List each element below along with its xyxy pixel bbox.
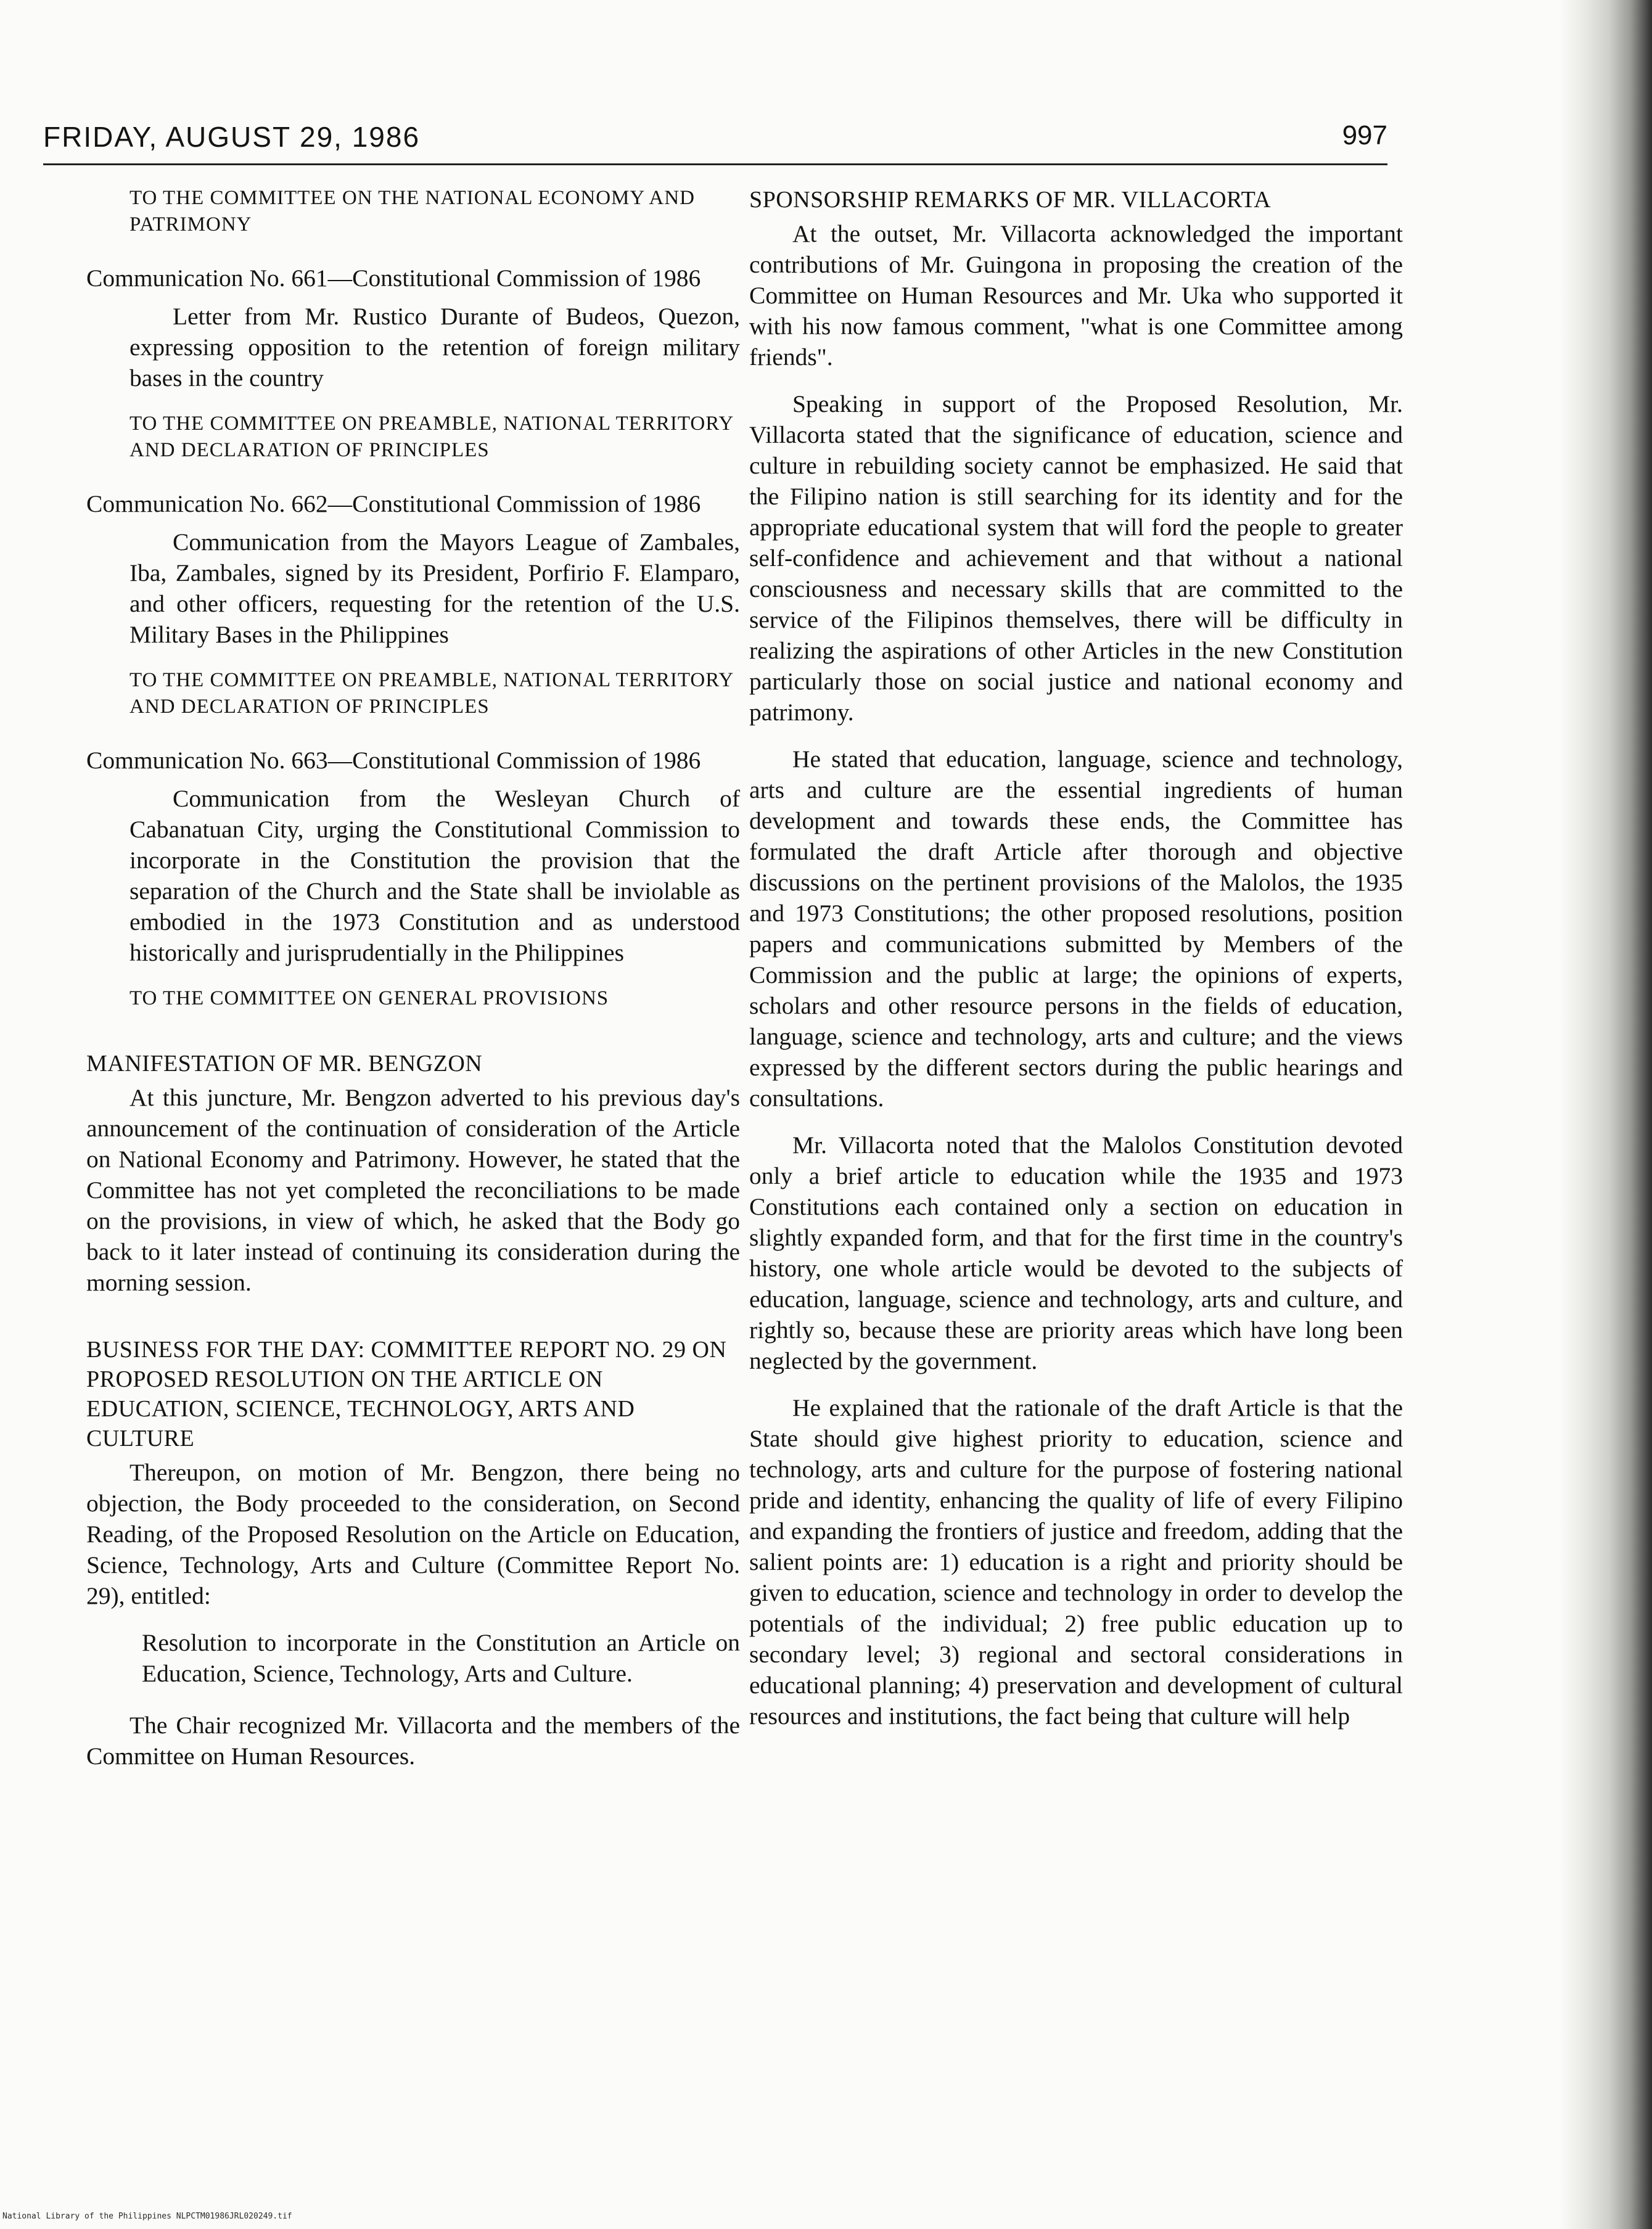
page-number: 997: [1342, 120, 1387, 150]
sponsorship-paragraph: Speaking in support of the Proposed Resolution, Mr. Villacorta stated that the significance of education, science and culture in rebuilding society cannot be emphasized. He said that the Filipino nation is still searching for its identity and for the appropriate educational system that will ford the people to greater self-confidence and achievement and that without a national consciousness and necessary skills that are committed to the service of the Filipinos themselves, there will be difficulty in realizing the aspirations of other Articles in the new Constitution particularly those on social justice and national economy and patrimony.: [749, 390, 1403, 726]
communication-662-body: Communication from the Mayors League of Zambales, Iba, Zambales, signed by its President, Porfirio F. Elamparo, and other officers, requesting for the retention of the U.S. Military Bases in the Philippines: [129, 528, 740, 648]
bengzon-manifestation-paragraph: At this juncture, Mr. Bengzon adverted to his previous day's announcement of the continuation of consideration of the Article on National Economy and Patrimony. However, he stated that the Committee has not yet completed the reconciliations to be made on the provisions, in view of which, he asked that the Body go back to it later instead of continuing its consideration during the morning session.: [86, 1084, 740, 1296]
business-for-the-day-heading: BUSINESS FOR THE DAY: COMMITTEE REPORT NO. 29 ON PROPOSED RESOLUTION ON THE ARTICLE ON EDUCATION, SCIENCE, TECHNOLOGY, ARTS AND CULTURE: [86, 1337, 727, 1451]
communication-662-title: Communication No. 662—Constitutional Commission of 1986: [86, 490, 701, 517]
scan-source-footer: National Library of the Philippines NLPCTM01986JRL020249.tif: [2, 2212, 292, 2221]
business-for-the-day-paragraph: Thereupon, on motion of Mr. Bengzon, there being no objection, the Body proceeded to the consideration, on Second Reading, of the Proposed Resolution on the Article on Education, Science, Technology, Arts and Culture (Committee Report No. 29), entitled:: [86, 1459, 740, 1609]
resolution-title-quote: Resolution to incorporate in the Constitution an Article on Education, Science, Technology, Arts and Culture.: [142, 1629, 740, 1687]
communication-663-title: Communication No. 663—Constitutional Commission of 1986: [86, 747, 701, 774]
committee-referral: TO THE COMMITTEE ON PREAMBLE, NATIONAL TERRITORY AND DECLARATION OF PRINCIPLES: [129, 669, 734, 718]
chair-recognition-paragraph: The Chair recognized Mr. Villacorta and the members of the Committee on Human Resources.: [86, 1712, 740, 1770]
sponsorship-paragraph: He explained that the rationale of the draft Article is that the State should give highest priority to education, science and technology, arts and culture for the purpose of fostering national pride and identity, enhancing the quality of life of every Filipino and expanding the frontiers of justice and freedom, adding that the salient points are: 1) education is a right and priority should be given to education, science and technology in order to develop the potentials of the individual; 2) free public education up to secondary level; 3) regional and sectoral considerations in educational planning; 4) preservation and development of cultural resources and institutions, the fact being that culture will help: [749, 1394, 1403, 1730]
bengzon-manifestation-heading: MANIFESTATION OF MR. BENGZON: [86, 1051, 483, 1077]
page-header: [43, 120, 1387, 165]
communication-661-body: Letter from Mr. Rustico Durante of Budeos, Quezon, expressing opposition to the retention of foreign military bases in the country: [129, 303, 740, 392]
committee-referral: TO THE COMMITTEE ON THE NATIONAL ECONOMY AND PATRIMONY: [129, 187, 695, 236]
sponsorship-paragraph: Mr. Villacorta noted that the Malolos Constitution devoted only a brief article to education while the 1935 and 1973 Constitutions each contained only a section on education in slightly expanded form, and that for the first time in the country's history, one whole article would be devoted to the subjects of education, language, science and technology, arts and culture, and rightly so, because these are priority areas which have long been neglected by the government.: [749, 1131, 1403, 1374]
sponsorship-remarks-heading: SPONSORSHIP REMARKS OF MR. VILLACORTA: [749, 187, 1272, 213]
committee-referral: TO THE COMMITTEE ON GENERAL PROVISIONS: [129, 987, 609, 1009]
communication-663-body: Communication from the Wesleyan Church of Cabanatuan City, urging the Constitutional Commission to incorporate in the Constitution the provision that the separation of the Church and the State shall be inviolable as embodied in the 1973 Constitution and as understood historically and jurisprudentially in the Philippines: [129, 785, 740, 966]
scan-edge-shadow: [1560, 0, 1652, 2229]
sponsorship-paragraph: He stated that education, language, science and technology, arts and culture are the essential ingredients of human development and towards these ends, the Committee has formulated the draft Article after thorough and objective discussions on the pertinent provisions of the Malolos, the 1935 and 1973 Constitutions; the other proposed resolutions, position papers and communications submitted by Members of the Commission and the public at large; the opinions of experts, scholars and other resource persons in the fields of education, language, science and technology, arts and culture; and the views expressed by the different sectors during the public hearings and consultations.: [749, 745, 1403, 1112]
left-column: [86, 185, 740, 1788]
header-date: FRIDAY, AUGUST 29, 1986: [43, 121, 421, 153]
sponsorship-paragraph: At the outset, Mr. Villacorta acknowledged the important contributions of Mr. Guingona in proposing the creation of the Committee on Human Resources and Mr. Uka who supported it with his now famous comment, "what is one Committee among friends".: [749, 220, 1403, 371]
right-column: [749, 185, 1403, 1747]
communication-661-title: Communication No. 661—Constitutional Commission of 1986: [86, 265, 701, 292]
committee-referral: TO THE COMMITTEE ON PREAMBLE, NATIONAL TERRITORY AND DECLARATION OF PRINCIPLES: [129, 413, 734, 461]
